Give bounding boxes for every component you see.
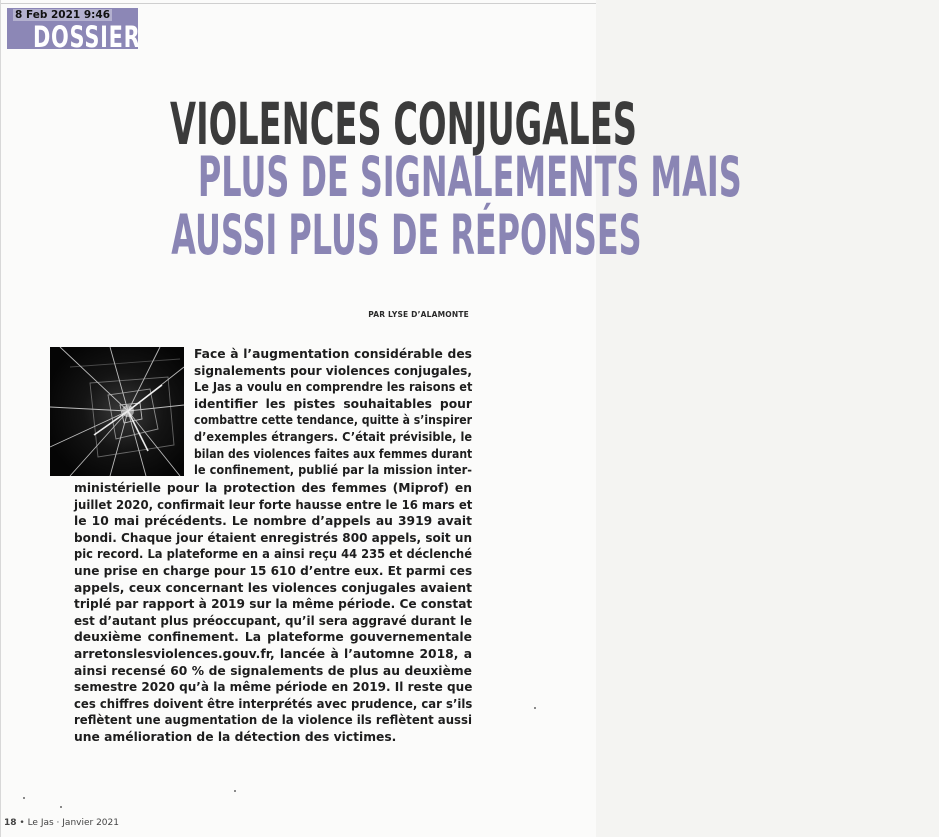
body-line: ministérielle pour la protection des femmes (Miprof) en [74,481,472,495]
body-line: Le Jas a voulu en comprendre les raisons et [194,380,473,395]
body-line: ces chiffres doivent être interprétés avec prudence, car s’ils [74,696,473,711]
body-line: le confinement, publié par la mission inter- [194,463,472,478]
body-line: est d’autant plus préoccupant, qu’il sera aggravé durant le [74,613,473,628]
body-line: une prise en charge pour 15 610 d’entre eux. Et parmi ces [74,563,473,578]
body-line: d’exemples étrangers. C’était prévisible, le [194,429,472,444]
headline-line-1: VIOLENCES CONJUGALES [170,90,637,158]
body-line: le 10 mai précédents. Le nombre d’appels au 3919 avait [74,514,472,529]
shattered-glass-photo [50,347,184,476]
body-line: arretonslesviolences.gouv.fr, lancée à l’automne 2018, a [74,646,472,661]
body-line: Face à l’augmentation considérable des [194,347,472,361]
shattered-glass-image [50,347,184,476]
scan-speck [234,790,236,792]
top-edge-rule [1,3,596,4]
body-line: signalements pour violences conjugales, [194,363,473,378]
scan-speck [23,797,25,799]
body-line: bondi. Chaque jour étaient enregistrés 800 appels, soit un [74,530,473,545]
body-line: juillet 2020, confirmait leur forte hausse entre le 16 mars et [74,497,473,512]
page-footer [4,818,119,828]
body-line: pic record. La plateforme en a ainsi reçu 44 235 et déclenché [74,547,472,562]
byline: PAR LYSE D’ALAMONTE [368,310,469,319]
body-line: triplé par rapport à 2019 sur la même période. Ce constat [74,597,473,612]
body-line: appels, ceux concernant les violences conjugales avaient [74,580,472,595]
body-line: bilan des violences faites aux femmes durant [194,446,473,461]
scan-speck [534,707,536,709]
section-label: DOSSIER [33,20,141,54]
headline-subtitle-2 [1,203,642,267]
scan-timestamp: 8 Feb 2021 9:46 [15,9,110,21]
body-line: reflètent une augmentation de la violence ils reflètent aussi [74,713,472,728]
article-body-main [74,480,472,746]
body-line: semestre 2020 qu’à la même période en 2019. Il reste que [74,680,473,695]
article-body-intro [194,346,472,479]
body-line: ainsi recensé 60 % de signalements de plus au deuxième [74,663,472,678]
body-line: deuxième confinement. La plateforme gouvernementale [74,630,472,645]
body-line: identifier les pistes souhaitables pour [194,396,472,411]
page-number: 18 [4,818,17,828]
headline-subtitle-1 [1,145,742,209]
headline-line-3: AUSSI PLUS DE RÉPONSES [171,203,642,267]
body-line: combattre cette tendance, quitte à s’inspirer [194,413,473,428]
body-line-last: une amélioration de la détection des victimes. [74,729,397,744]
scan-speck [60,806,62,808]
footer-publication: • Le Jas · Janvier 2021 [19,818,119,828]
headline-line-2: PLUS DE SIGNALEMENTS MAIS [197,145,742,209]
